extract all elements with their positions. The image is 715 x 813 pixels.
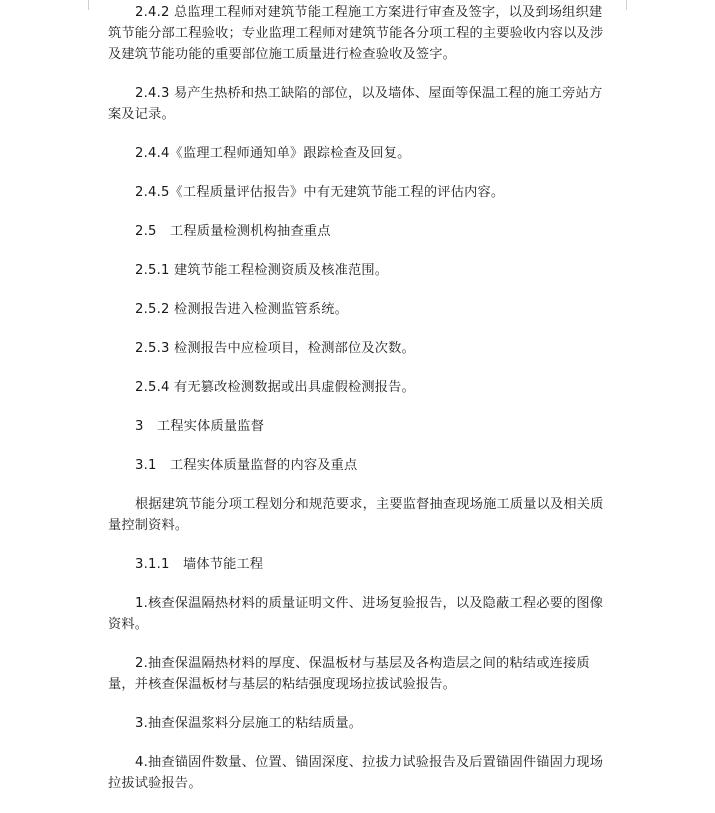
list-item-4: 4.抽查锚固件数量、位置、锚固深度、拉拔力试验报告及后置锚固件锚固力现场拉拔试验报告。 — [108, 755, 604, 791]
document-page — [108, 2, 613, 812]
page-edge-right — [626, 0, 627, 10]
heading-3-1-1: 3.1.1 墙体节能工程 — [135, 557, 264, 572]
paragraph-2-4-5: 2.4.5《工程质量评估报告》中有无建筑节能工程的评估内容。 — [135, 185, 505, 200]
list-item-2: 2.抽查保温隔热材料的厚度、保温板材与基层及各构造层之间的粘结或连接质量，并核查保温板材与基层的粘结强度现场拉拔试验报告。 — [108, 656, 590, 692]
heading-2-5: 2.5 工程质量检测机构抽查重点 — [135, 224, 331, 239]
heading-3: 3 工程实体质量监督 — [135, 419, 265, 434]
paragraph-2-5-1: 2.5.1 建筑节能工程检测资质及核准范围。 — [135, 263, 389, 278]
paragraph-2-5-3: 2.5.3 检测报告中应检项目，检测部位及次数。 — [135, 341, 415, 356]
paragraph-2-5-2: 2.5.2 检测报告进入检测监管系统。 — [135, 302, 348, 317]
paragraph-2-4-4: 2.4.4《监理工程师通知单》跟踪检查及回复。 — [135, 146, 411, 161]
paragraph-3-1-intro: 根据建筑节能分项工程划分和规范要求，主要监督抽查现场施工质量以及相关质量控制资料。 — [108, 497, 604, 533]
paragraph-2-4-2: 2.4.2 总监理工程师对建筑节能工程施工方案进行审查及签字，以及到场组织建筑节能分部工程验收；专业监理工程师对建筑节能各分项工程的主要验收内容以及涉及建筑节能功能的重要部位施工质量进行检查验收及签字。 — [108, 5, 604, 62]
paragraph-2-5-4: 2.5.4 有无篡改检测数据或出具虚假检测报告。 — [135, 380, 415, 395]
page-edge-left — [88, 0, 89, 10]
paragraph-2-4-3: 2.4.3 易产生热桥和热工缺陷的部位，以及墙体、屋面等保温工程的施工旁站方案及记录。 — [108, 86, 603, 122]
list-item-3: 3.抽查保温浆料分层施工的粘结质量。 — [135, 716, 363, 731]
heading-3-1: 3.1 工程实体质量监督的内容及重点 — [135, 458, 358, 473]
list-item-1: 1.核查保温隔热材料的质量证明文件、进场复验报告，以及隐蔽工程必要的图像资料。 — [108, 596, 604, 632]
